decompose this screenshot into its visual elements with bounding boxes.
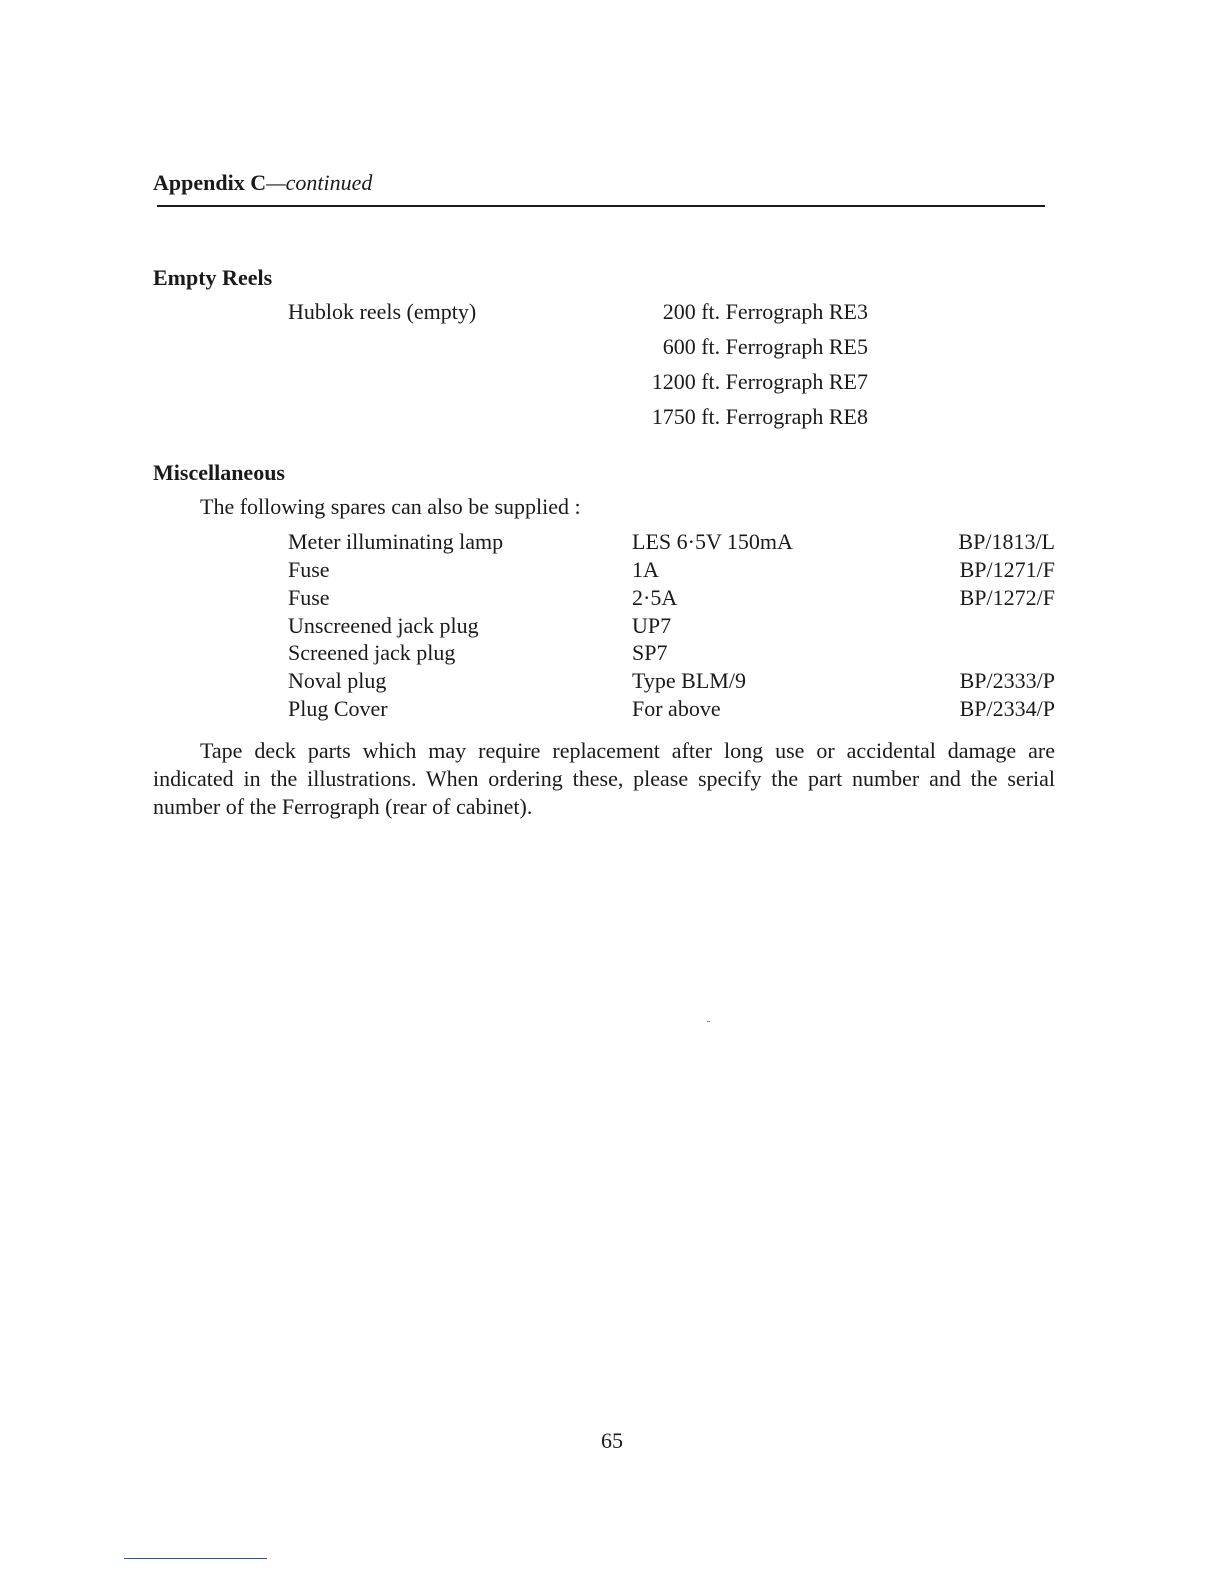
spare-part-number: BP/1813/L [958,529,1055,554]
spare-name: Unscreened jack plug [288,613,479,638]
spare-spec: Type BLM/9 [632,668,746,693]
scan-speck [707,1021,710,1022]
spare-part-number: BP/1272/F [959,585,1055,610]
miscellaneous-heading: Miscellaneous [153,460,285,485]
paragraph-text: Tape deck parts which may require replacement after long use or accidental damage are indicated in the illustrations. When ordering these, please specify the part number and the serial number of the Ferrograph (rear of cabinet). [153,738,1055,819]
page-number: 65 [601,1428,623,1453]
spare-spec: 1A [632,557,659,582]
spare-name: Plug Cover [288,696,388,721]
reel-item: 1750 ft. Ferrograph RE8 [651,404,868,429]
reel-item: 200 ft. Ferrograph RE3 [662,299,868,324]
spare-spec: LES 6·5V 150mA [632,529,793,554]
footer-rule [124,1558,267,1559]
spare-spec: For above [632,696,721,721]
spare-name: Fuse [288,585,330,610]
header-continued: —continued [266,170,373,195]
spare-name: Fuse [288,557,330,582]
spares-intro: The following spares can also be supplied : [200,494,581,519]
spare-part-number: BP/2334/P [959,696,1055,721]
spare-part-number: BP/2333/P [959,668,1055,693]
empty-reels-heading: Empty Reels [153,265,273,290]
body-paragraph [153,737,1055,821]
reel-item: 600 ft. Ferrograph RE5 [662,334,868,359]
spare-name: Screened jack plug [288,640,456,665]
header-title: Appendix C [153,170,267,195]
spare-part-number: BP/1271/F [959,557,1055,582]
hublok-reels-label: Hublok reels (empty) [288,299,477,324]
spare-spec: SP7 [632,640,668,665]
page-header [153,170,372,196]
spare-name: Noval plug [288,668,387,693]
spare-spec: UP7 [632,613,672,638]
spare-name: Meter illuminating lamp [288,529,504,554]
spare-spec: 2·5A [632,585,678,610]
reel-item: 1200 ft. Ferrograph RE7 [651,369,868,394]
header-rule [157,205,1045,207]
